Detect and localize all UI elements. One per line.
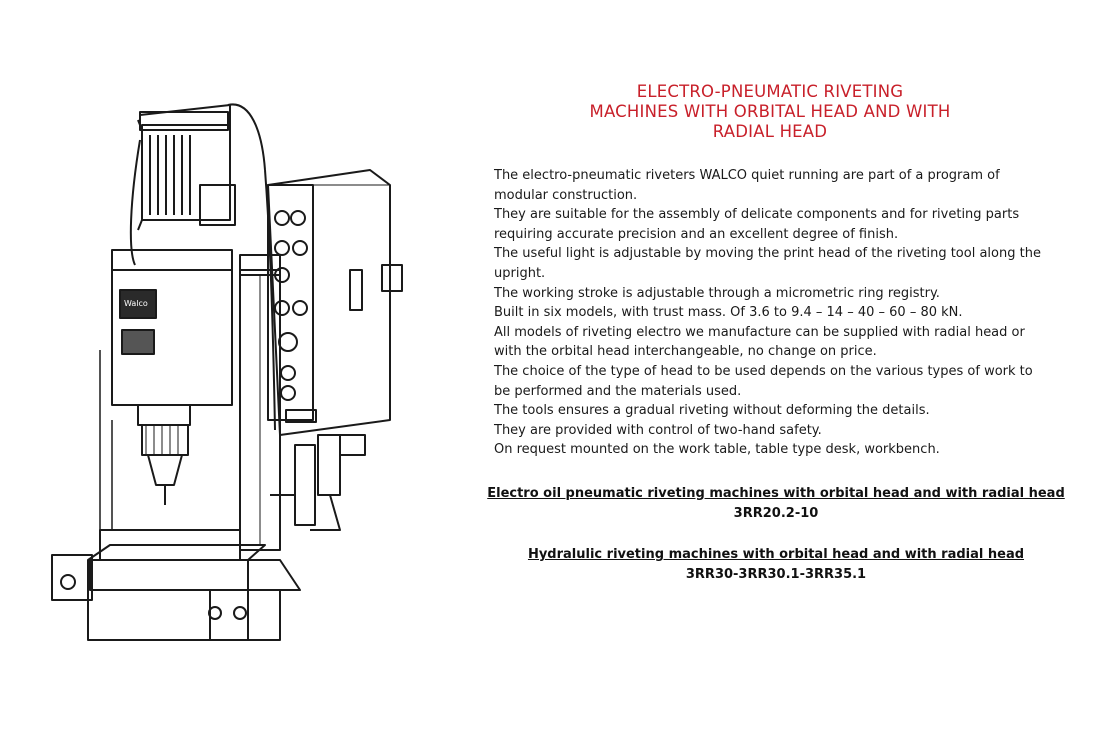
body-line-8: Built in six models, with trust mass. Of 3.6 to 9.4 – 14 – 40 – 60 – 80 kN. <box>494 305 963 321</box>
body-line-5: The useful light is adjustable by moving the print head of the riveting tool along the <box>494 246 1041 262</box>
title-line-1: ELECTRO-PNEUMATIC RIVETING <box>636 82 904 101</box>
section-heading: Electro oil pneumatic riveting machines with orbital head and with radial head <box>487 486 1065 501</box>
body-line-2: modular construction. <box>494 187 638 203</box>
title-line-2: MACHINES WITH ORBITAL HEAD AND WITH <box>589 102 951 121</box>
body-line-15: On request mounted on the work table, table type desk, workbench. <box>494 442 940 458</box>
section-electro-oil-pneumatic <box>476 484 1076 524</box>
body-line-14: They are provided with control of two-hand safety. <box>494 422 822 438</box>
body-line-12: be performed and the materials used. <box>494 383 742 399</box>
body-line-9: All models of riveting electro we manufacture can be supplied with radial head or <box>494 324 1025 340</box>
body-line-13: The tools ensures a gradual riveting without deforming the details. <box>494 403 930 419</box>
document-title <box>530 82 1010 142</box>
title-line-3: RADIAL HEAD <box>712 122 828 141</box>
model-codes: 3RR20.2-10 <box>733 506 819 521</box>
body-line-1: The electro-pneumatic riveters WALCO quiet running are part of a program of <box>494 168 1000 183</box>
body-line-7: The working stroke is adjustable through a micrometric ring registry. <box>494 285 940 301</box>
illustration-badge-text: Walco <box>124 299 148 308</box>
body-line-3: They are suitable for the assembly of delicate components and for riveting parts <box>494 207 1020 223</box>
body-line-6: upright. <box>494 265 546 281</box>
body-line-10: with the orbital head interchangeable, no change on price. <box>494 344 877 360</box>
section-hydraulic <box>476 545 1076 585</box>
description-text <box>494 166 1054 460</box>
section-heading: Hydralulic riveting machines with orbital head and with radial head <box>527 547 1025 562</box>
body-line-4: requiring accurate precision and an excellent degree of finish. <box>494 226 899 242</box>
model-codes: 3RR30-3RR30.1-3RR35.1 <box>685 567 867 582</box>
body-line-11: The choice of the type of head to be used depends on the various types of work to <box>494 363 1033 379</box>
riveting-machine-illustration <box>40 90 460 690</box>
